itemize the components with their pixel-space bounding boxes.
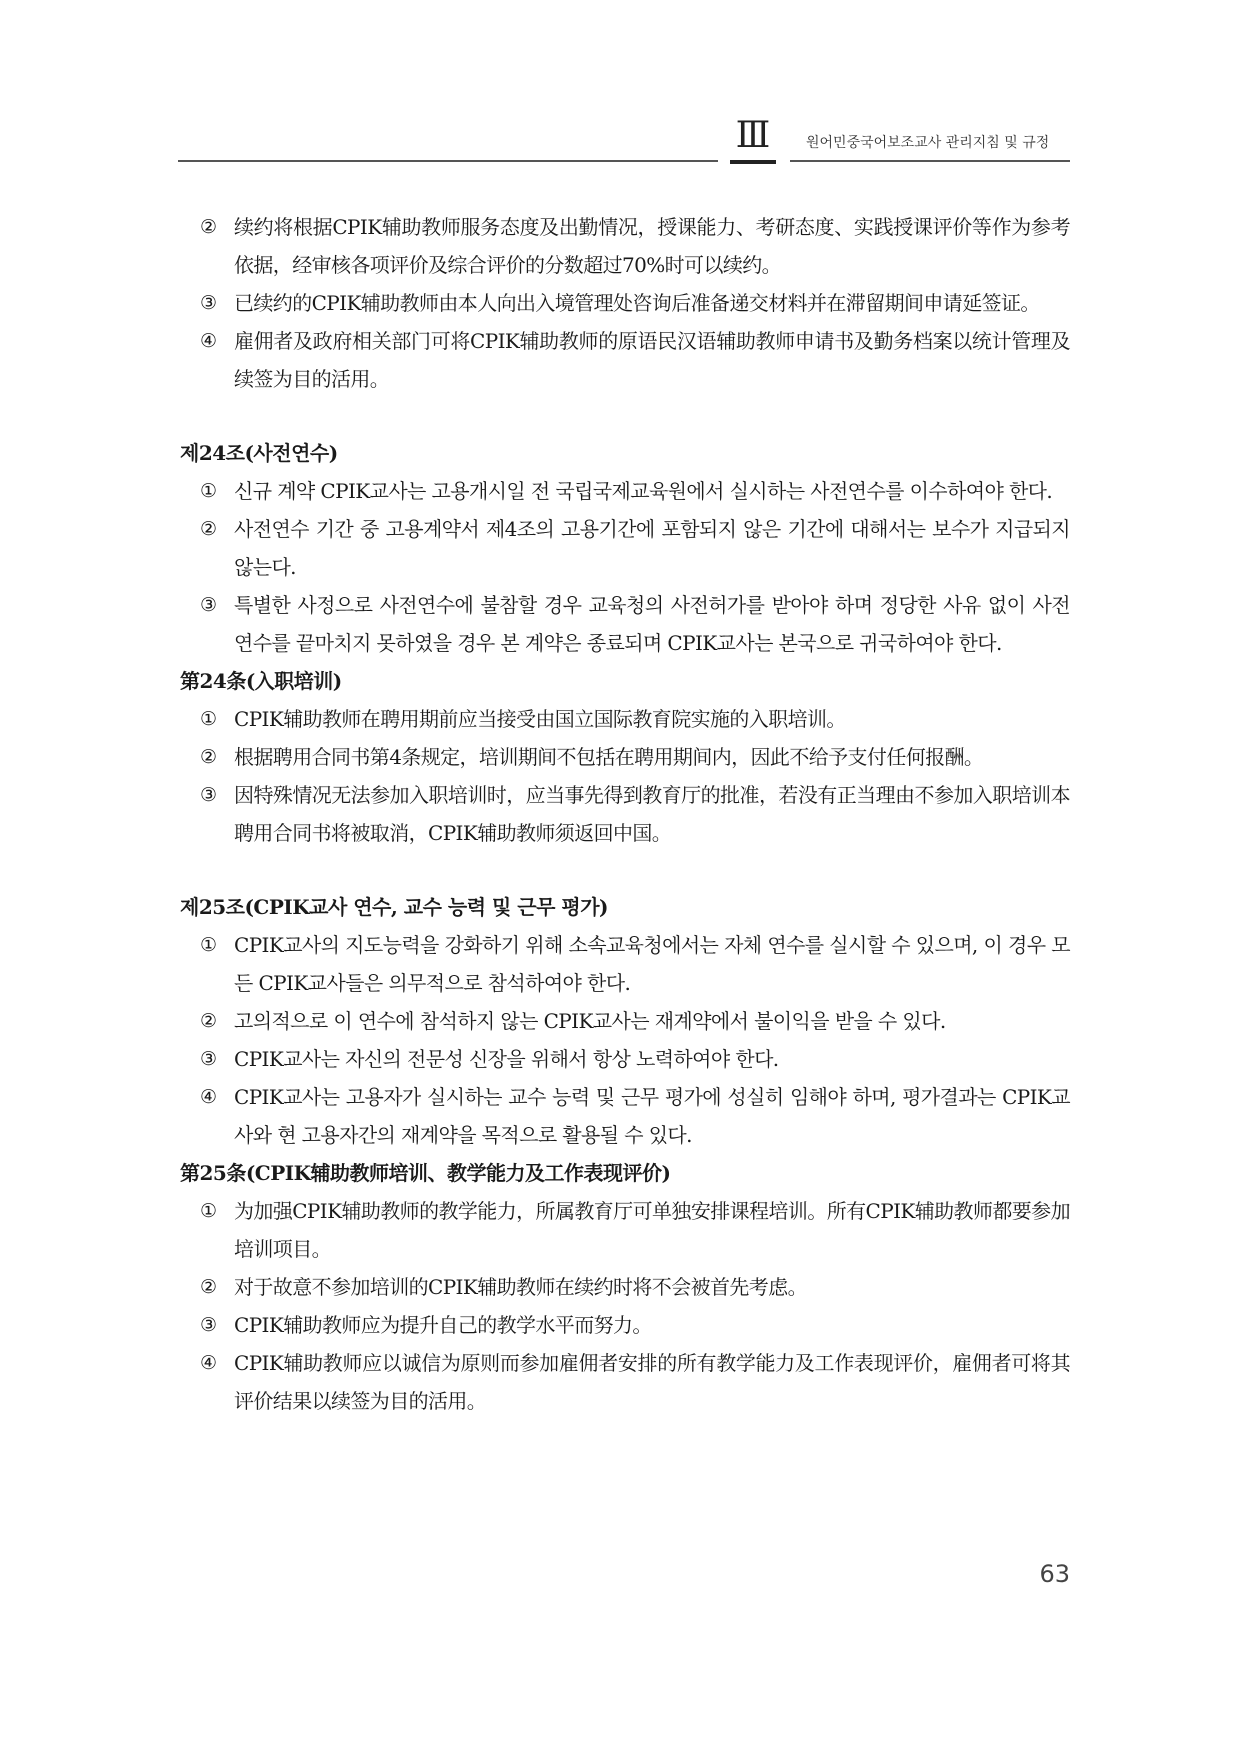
page-header	[178, 115, 1070, 168]
list-item	[180, 208, 1070, 284]
article-25-korean	[180, 888, 1070, 1154]
item-number: ②	[200, 1276, 217, 1298]
item-text: CPIK교사는 자신의 전문성 신장을 위해서 항상 노력하여야 한다.	[234, 1047, 779, 1071]
list-item	[180, 472, 1070, 510]
item-number: ③	[200, 784, 217, 806]
list-item	[180, 1268, 1070, 1306]
item-text: 续约将根据CPIK辅助教师服务态度及出勤情况，授课能力、考研态度、实践授课评价等作为参考依据，经审核各项评价及综合评价的分数超过70%时可以续约。	[234, 215, 1070, 277]
item-text: 사전연수 기간 중 고용계약서 제4조의 고용기간에 포함되지 않은 기간에 대해서는 보수가 지급되지 않는다.	[234, 517, 1070, 579]
list-item	[180, 510, 1070, 586]
article-24-korean	[180, 434, 1070, 662]
item-text: 因特殊情况无法参加入职培训时，应当事先得到教育厅的批准，若没有正当理由不参加入职培训本聘用合同书将被取消，CPIK辅助教师须返回中国。	[234, 783, 1070, 845]
intro-section	[180, 208, 1070, 398]
list-item	[180, 1040, 1070, 1078]
header-rule-right	[790, 160, 1070, 162]
item-number: ②	[200, 518, 217, 540]
list-item	[180, 1078, 1070, 1154]
list-item	[180, 738, 1070, 776]
item-text: CPIK辅助教师在聘用期前应当接受由国立国际教育院实施的入职培训。	[234, 707, 846, 731]
item-text: 고의적으로 이 연수에 참석하지 않는 CPIK교사는 재계약에서 불이익을 받을 수 있다.	[234, 1009, 946, 1033]
item-number: ④	[200, 1086, 217, 1108]
item-number: ④	[200, 1352, 217, 1374]
page-body	[180, 208, 1070, 1420]
item-text: 对于故意不参加培训的CPIK辅助教师在续约时将不会被首先考虑。	[234, 1275, 808, 1299]
list-item	[180, 284, 1070, 322]
item-number: ③	[200, 1314, 217, 1336]
item-text: CPIK교사의 지도능력을 강화하기 위해 소속교육청에서는 자체 연수를 실시할 수 있으며, 이 경우 모든 CPIK교사들은 의무적으로 참석하여야 한다.	[234, 933, 1070, 995]
item-number: ④	[200, 330, 217, 352]
article-heading: 第24条(入职培训)	[180, 669, 342, 693]
item-number: ②	[200, 1010, 217, 1032]
list-item	[180, 1002, 1070, 1040]
item-text: 雇佣者及政府相关部门可将CPIK辅助教师的原语民汉语辅助教师申请书及勤务档案以统计管理及续签为目的活用。	[234, 329, 1070, 391]
item-number: ①	[200, 708, 217, 730]
item-number: ①	[200, 480, 217, 502]
item-number: ②	[200, 216, 217, 238]
list-item	[180, 776, 1070, 852]
article-heading: 第25条(CPIK辅助教师培训、教学能力及工作表现评价)	[180, 1161, 671, 1185]
article-24-chinese	[180, 662, 1070, 852]
item-text: CPIK辅助教师应以诚信为原则而参加雇佣者安排的所有教学能力及工作表现评价，雇佣者可将其评价结果以续签为目的活用。	[234, 1351, 1070, 1413]
item-number: ③	[200, 1048, 217, 1070]
item-text: 신규 계약 CPIK교사는 고용개시일 전 국립국제교육원에서 실시하는 사전연수를 이수하여야 한다.	[234, 479, 1053, 503]
item-number: ③	[200, 292, 217, 314]
list-item	[180, 586, 1070, 662]
article-heading: 제25조(CPIK교사 연수, 교수 능력 및 근무 평가)	[180, 895, 608, 919]
list-item	[180, 700, 1070, 738]
list-item	[180, 926, 1070, 1002]
item-number: ②	[200, 746, 217, 768]
article-25-chinese	[180, 1154, 1070, 1420]
chapter-number-underline	[730, 160, 776, 164]
chapter-number: Ⅲ	[735, 115, 771, 156]
page-number: 63	[1039, 1560, 1070, 1588]
list-item	[180, 1192, 1070, 1268]
item-text: 특별한 사정으로 사전연수에 불참할 경우 교육청의 사전허가를 받아야 하며 정당한 사유 없이 사전연수를 끝마치지 못하였을 경우 본 계약은 종료되며 CPIK교사는 본국으로 귀국하여야 한다.	[234, 593, 1070, 655]
item-text: 已续约的CPIK辅助教师由本人向出入境管理处咨询后准备递交材料并在滞留期间申请延签证。	[234, 291, 1040, 315]
item-number: ③	[200, 594, 217, 616]
list-item	[180, 1344, 1070, 1420]
list-item	[180, 322, 1070, 398]
item-text: 为加强CPIK辅助教师的教学能力，所属教育厅可单独安排课程培训。所有CPIK辅助教师都要参加培训项目。	[234, 1199, 1070, 1261]
item-text: 根据聘用合同书第4条规定，培训期间不包括在聘用期间内，因此不给予支付任何报酬。	[234, 745, 984, 769]
running-title: 원어민중국어보조교사 관리지침 및 규정	[806, 135, 1050, 151]
item-text: CPIK辅助教师应为提升自己的教学水平而努力。	[234, 1313, 652, 1337]
item-number: ①	[200, 1200, 217, 1222]
item-number: ①	[200, 934, 217, 956]
header-rule-left	[178, 160, 718, 162]
article-heading: 제24조(사전연수)	[180, 441, 338, 465]
item-text: CPIK교사는 고용자가 실시하는 교수 능력 및 근무 평가에 성실히 임해야 하며, 평가결과는 CPIK교사와 현 고용자간의 재계약을 목적으로 활용될 수 있다.	[234, 1085, 1070, 1147]
list-item	[180, 1306, 1070, 1344]
